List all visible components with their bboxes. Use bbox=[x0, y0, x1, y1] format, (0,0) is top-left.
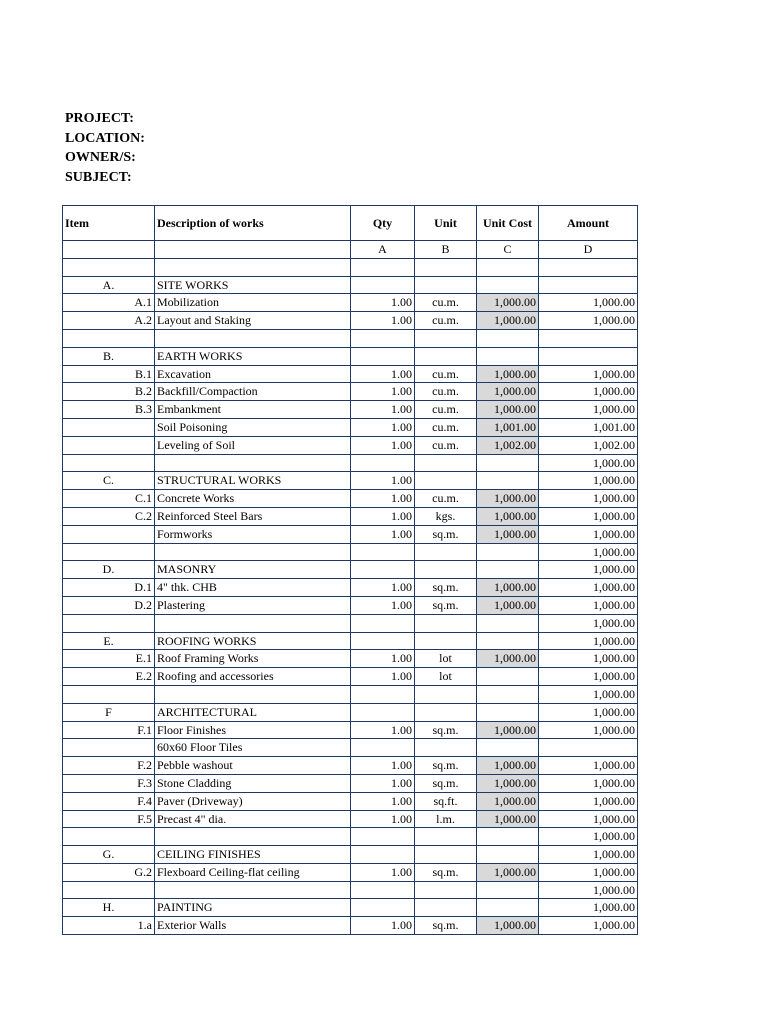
amount-cell: 1,000.00 bbox=[539, 828, 638, 846]
unit-cell bbox=[415, 454, 477, 472]
unit-cost-cell bbox=[477, 739, 539, 757]
item-cell: A.1 bbox=[63, 294, 155, 312]
unit-cell: kgs. bbox=[415, 507, 477, 525]
description-cell: PAINTING bbox=[155, 899, 351, 917]
unit-cost-cell: 1,000.00 bbox=[477, 401, 539, 419]
amount-cell: 1,000.00 bbox=[539, 810, 638, 828]
table-row bbox=[63, 757, 638, 775]
amount-cell: 1,000.00 bbox=[539, 757, 638, 775]
description-cell: Formworks bbox=[155, 525, 351, 543]
item-cell: C.2 bbox=[63, 507, 155, 525]
qty-cell: 1.00 bbox=[351, 418, 415, 436]
col-header-unit-cost: Unit Cost bbox=[477, 206, 539, 241]
description-cell: 4" thk. CHB bbox=[155, 579, 351, 597]
unit-cost-cell: 1,002.00 bbox=[477, 436, 539, 454]
description-cell: Exterior Walls bbox=[155, 917, 351, 935]
qty-cell bbox=[351, 846, 415, 864]
unit-cell: cu.m. bbox=[415, 401, 477, 419]
unit-cost-cell: 1,000.00 bbox=[477, 792, 539, 810]
item-cell bbox=[63, 329, 155, 347]
unit-cell bbox=[415, 347, 477, 365]
item-cell bbox=[63, 258, 155, 276]
table-row bbox=[63, 739, 638, 757]
unit-cost-cell bbox=[477, 899, 539, 917]
unit-cost-cell: 1,000.00 bbox=[477, 490, 539, 508]
unit-cost-cell: 1,000.00 bbox=[477, 365, 539, 383]
qty-cell bbox=[351, 632, 415, 650]
unit-cost-cell bbox=[477, 561, 539, 579]
unit-cost-cell: 1,000.00 bbox=[477, 383, 539, 401]
amount-cell: 1,000.00 bbox=[539, 863, 638, 881]
amount-cell: 1,000.00 bbox=[539, 312, 638, 330]
qty-cell: 1.00 bbox=[351, 596, 415, 614]
item-cell: C. bbox=[63, 472, 155, 490]
qty-cell bbox=[351, 543, 415, 561]
item-cell: A.2 bbox=[63, 312, 155, 330]
amount-cell: 1,000.00 bbox=[539, 383, 638, 401]
qty-cell bbox=[351, 347, 415, 365]
unit-cost-cell bbox=[477, 881, 539, 899]
item-cell bbox=[63, 418, 155, 436]
unit-cost-cell bbox=[477, 543, 539, 561]
amount-cell: 1,000.00 bbox=[539, 846, 638, 864]
unit-cost-cell bbox=[477, 258, 539, 276]
description-cell bbox=[155, 828, 351, 846]
unit-cost-cell bbox=[477, 703, 539, 721]
item-cell bbox=[63, 525, 155, 543]
description-cell bbox=[155, 685, 351, 703]
description-cell: Mobilization bbox=[155, 294, 351, 312]
qty-cell: 1.00 bbox=[351, 757, 415, 775]
unit-cell: sq.m. bbox=[415, 579, 477, 597]
description-cell: Concrete Works bbox=[155, 490, 351, 508]
amount-cell: 1,000.00 bbox=[539, 917, 638, 935]
description-cell: MASONRY bbox=[155, 561, 351, 579]
qty-cell: 1.00 bbox=[351, 294, 415, 312]
qty-cell: 1.00 bbox=[351, 579, 415, 597]
qty-cell bbox=[351, 561, 415, 579]
description-cell: Pebble washout bbox=[155, 757, 351, 775]
unit-cell: sq.m. bbox=[415, 757, 477, 775]
ref-description bbox=[155, 241, 351, 259]
table-row bbox=[63, 294, 638, 312]
description-cell bbox=[155, 543, 351, 561]
amount-cell: 1,000.00 bbox=[539, 792, 638, 810]
amount-cell: 1,000.00 bbox=[539, 721, 638, 739]
table-row bbox=[63, 436, 638, 454]
qty-cell: 1.00 bbox=[351, 650, 415, 668]
amount-cell: 1,000.00 bbox=[539, 543, 638, 561]
unit-cell bbox=[415, 899, 477, 917]
amount-cell bbox=[539, 347, 638, 365]
unit-cell: lot bbox=[415, 650, 477, 668]
item-cell: D.1 bbox=[63, 579, 155, 597]
owner-label: OWNER/S: bbox=[65, 150, 136, 165]
unit-cell: cu.m. bbox=[415, 436, 477, 454]
description-cell: Roofing and accessories bbox=[155, 668, 351, 686]
description-cell: 60x60 Floor Tiles bbox=[155, 739, 351, 757]
description-cell: Excavation bbox=[155, 365, 351, 383]
unit-cell: cu.m. bbox=[415, 418, 477, 436]
section-row bbox=[63, 347, 638, 365]
unit-cost-cell: 1,000.00 bbox=[477, 810, 539, 828]
description-cell bbox=[155, 614, 351, 632]
unit-cell bbox=[415, 685, 477, 703]
table-row bbox=[63, 543, 638, 561]
amount-cell: 1,000.00 bbox=[539, 596, 638, 614]
item-cell: B. bbox=[63, 347, 155, 365]
table-row bbox=[63, 650, 638, 668]
amount-cell: 1,000.00 bbox=[539, 294, 638, 312]
unit-cost-cell: 1,000.00 bbox=[477, 579, 539, 597]
item-cell bbox=[63, 739, 155, 757]
unit-cell: sq.ft. bbox=[415, 792, 477, 810]
unit-cost-cell bbox=[477, 632, 539, 650]
item-cell: F.2 bbox=[63, 757, 155, 775]
description-cell: Leveling of Soil bbox=[155, 436, 351, 454]
qty-cell bbox=[351, 454, 415, 472]
item-cell bbox=[63, 828, 155, 846]
amount-cell bbox=[539, 739, 638, 757]
unit-cell bbox=[415, 329, 477, 347]
unit-cell bbox=[415, 543, 477, 561]
item-cell: E. bbox=[63, 632, 155, 650]
unit-cost-cell bbox=[477, 472, 539, 490]
table-row bbox=[63, 774, 638, 792]
unit-cell bbox=[415, 472, 477, 490]
subject-label: SUBJECT: bbox=[65, 169, 132, 185]
unit-cost-cell bbox=[477, 668, 539, 686]
ref-d: D bbox=[539, 241, 638, 259]
qty-cell: 1.00 bbox=[351, 810, 415, 828]
amount-cell: 1,000.00 bbox=[539, 365, 638, 383]
item-cell: F.5 bbox=[63, 810, 155, 828]
item-cell: E.2 bbox=[63, 668, 155, 686]
col-header-amount: Amount bbox=[539, 206, 638, 241]
amount-cell: 1,000.00 bbox=[539, 525, 638, 543]
amount-cell: 1,000.00 bbox=[539, 579, 638, 597]
unit-cell: lot bbox=[415, 668, 477, 686]
qty-cell bbox=[351, 703, 415, 721]
item-cell bbox=[63, 685, 155, 703]
qty-cell bbox=[351, 329, 415, 347]
section-row bbox=[63, 472, 638, 490]
qty-cell: 1.00 bbox=[351, 312, 415, 330]
bill-of-quantities-table bbox=[62, 205, 638, 935]
amount-cell: 1,000.00 bbox=[539, 668, 638, 686]
unit-cost-cell: 1,000.00 bbox=[477, 507, 539, 525]
item-cell: D.2 bbox=[63, 596, 155, 614]
unit-cost-cell bbox=[477, 347, 539, 365]
table-row bbox=[63, 329, 638, 347]
item-cell: F bbox=[63, 703, 155, 721]
unit-cost-cell bbox=[477, 276, 539, 294]
amount-cell: 1,000.00 bbox=[539, 472, 638, 490]
unit-cost-cell bbox=[477, 454, 539, 472]
table-row bbox=[63, 810, 638, 828]
unit-cell bbox=[415, 276, 477, 294]
table-row bbox=[63, 881, 638, 899]
description-cell bbox=[155, 454, 351, 472]
unit-cell bbox=[415, 258, 477, 276]
table-row bbox=[63, 258, 638, 276]
description-cell: Precast 4" dia. bbox=[155, 810, 351, 828]
unit-cost-cell bbox=[477, 614, 539, 632]
qty-cell bbox=[351, 881, 415, 899]
unit-cell bbox=[415, 828, 477, 846]
table-row bbox=[63, 490, 638, 508]
unit-cost-cell: 1,001.00 bbox=[477, 418, 539, 436]
amount-cell: 1,000.00 bbox=[539, 650, 638, 668]
unit-cell: l.m. bbox=[415, 810, 477, 828]
description-cell: Floor Finishes bbox=[155, 721, 351, 739]
amount-cell: 1,000.00 bbox=[539, 899, 638, 917]
unit-cell: cu.m. bbox=[415, 312, 477, 330]
item-cell: A. bbox=[63, 276, 155, 294]
col-header-qty: Qty bbox=[351, 206, 415, 241]
item-cell: E.1 bbox=[63, 650, 155, 668]
ref-a: A bbox=[351, 241, 415, 259]
unit-cost-cell: 1,000.00 bbox=[477, 774, 539, 792]
qty-cell bbox=[351, 614, 415, 632]
qty-cell bbox=[351, 258, 415, 276]
table-row bbox=[63, 828, 638, 846]
qty-cell: 1.00 bbox=[351, 401, 415, 419]
item-cell: B.2 bbox=[63, 383, 155, 401]
section-row bbox=[63, 632, 638, 650]
item-cell: G. bbox=[63, 846, 155, 864]
amount-cell: 1,000.00 bbox=[539, 774, 638, 792]
column-reference-row bbox=[63, 241, 638, 259]
table-row bbox=[63, 917, 638, 935]
table-row bbox=[63, 365, 638, 383]
amount-cell: 1,000.00 bbox=[539, 685, 638, 703]
unit-cell: cu.m. bbox=[415, 490, 477, 508]
unit-cell bbox=[415, 846, 477, 864]
item-cell: 1.a bbox=[63, 917, 155, 935]
unit-cell: cu.m. bbox=[415, 383, 477, 401]
table-row bbox=[63, 668, 638, 686]
description-cell: ROOFING WORKS bbox=[155, 632, 351, 650]
unit-cell: sq.m. bbox=[415, 774, 477, 792]
amount-cell bbox=[539, 329, 638, 347]
description-cell: STRUCTURAL WORKS bbox=[155, 472, 351, 490]
item-cell: F.1 bbox=[63, 721, 155, 739]
description-cell bbox=[155, 329, 351, 347]
description-cell: Roof Framing Works bbox=[155, 650, 351, 668]
table-row bbox=[63, 685, 638, 703]
unit-cost-cell: 1,000.00 bbox=[477, 650, 539, 668]
section-row bbox=[63, 846, 638, 864]
qty-cell: 1.00 bbox=[351, 472, 415, 490]
table-row bbox=[63, 525, 638, 543]
description-cell: Plastering bbox=[155, 596, 351, 614]
unit-cost-cell: 1,000.00 bbox=[477, 721, 539, 739]
item-cell: B.3 bbox=[63, 401, 155, 419]
item-cell bbox=[63, 454, 155, 472]
unit-cell: sq.m. bbox=[415, 863, 477, 881]
amount-cell: 1,000.00 bbox=[539, 401, 638, 419]
amount-cell: 1,000.00 bbox=[539, 561, 638, 579]
col-header-description: Description of works bbox=[155, 206, 351, 241]
amount-cell bbox=[539, 258, 638, 276]
description-cell: ARCHITECTURAL bbox=[155, 703, 351, 721]
item-cell: F.3 bbox=[63, 774, 155, 792]
amount-cell: 1,001.00 bbox=[539, 418, 638, 436]
qty-cell bbox=[351, 739, 415, 757]
unit-cost-cell: 1,000.00 bbox=[477, 863, 539, 881]
section-row bbox=[63, 276, 638, 294]
ref-item bbox=[63, 241, 155, 259]
amount-cell: 1,000.00 bbox=[539, 507, 638, 525]
unit-cost-cell bbox=[477, 685, 539, 703]
amount-cell: 1,000.00 bbox=[539, 632, 638, 650]
qty-cell: 1.00 bbox=[351, 917, 415, 935]
amount-cell bbox=[539, 276, 638, 294]
qty-cell: 1.00 bbox=[351, 668, 415, 686]
ref-b: B bbox=[415, 241, 477, 259]
unit-cost-cell: 1,000.00 bbox=[477, 596, 539, 614]
item-cell bbox=[63, 881, 155, 899]
item-cell bbox=[63, 614, 155, 632]
qty-cell: 1.00 bbox=[351, 792, 415, 810]
unit-cell bbox=[415, 632, 477, 650]
amount-cell: 1,000.00 bbox=[539, 881, 638, 899]
unit-cell: cu.m. bbox=[415, 294, 477, 312]
table-row bbox=[63, 792, 638, 810]
item-cell bbox=[63, 543, 155, 561]
table-row bbox=[63, 401, 638, 419]
item-cell bbox=[63, 436, 155, 454]
description-cell: Soil Poisoning bbox=[155, 418, 351, 436]
table-row bbox=[63, 383, 638, 401]
description-cell: Reinforced Steel Bars bbox=[155, 507, 351, 525]
description-cell: Backfill/Compaction bbox=[155, 383, 351, 401]
table-row bbox=[63, 507, 638, 525]
amount-cell: 1,000.00 bbox=[539, 703, 638, 721]
description-cell: CEILING FINISHES bbox=[155, 846, 351, 864]
description-cell bbox=[155, 258, 351, 276]
ref-c: C bbox=[477, 241, 539, 259]
qty-cell bbox=[351, 685, 415, 703]
amount-cell: 1,000.00 bbox=[539, 454, 638, 472]
project-label: PROJECT: bbox=[65, 111, 134, 126]
amount-cell: 1,000.00 bbox=[539, 490, 638, 508]
unit-cell: sq.m. bbox=[415, 596, 477, 614]
unit-cell: cu.m. bbox=[415, 365, 477, 383]
qty-cell: 1.00 bbox=[351, 436, 415, 454]
unit-cell bbox=[415, 881, 477, 899]
item-cell: G.2 bbox=[63, 863, 155, 881]
qty-cell bbox=[351, 899, 415, 917]
description-cell: Embankment bbox=[155, 401, 351, 419]
item-cell: C.1 bbox=[63, 490, 155, 508]
unit-cell bbox=[415, 739, 477, 757]
qty-cell: 1.00 bbox=[351, 863, 415, 881]
col-header-unit: Unit bbox=[415, 206, 477, 241]
table-header-row bbox=[63, 206, 638, 241]
table-row bbox=[63, 418, 638, 436]
description-cell: Layout and Staking bbox=[155, 312, 351, 330]
unit-cost-cell: 1,000.00 bbox=[477, 294, 539, 312]
item-cell: D. bbox=[63, 561, 155, 579]
unit-cell bbox=[415, 703, 477, 721]
location-label: LOCATION: bbox=[65, 130, 145, 146]
qty-cell: 1.00 bbox=[351, 383, 415, 401]
description-cell: SITE WORKS bbox=[155, 276, 351, 294]
unit-cost-cell: 1,000.00 bbox=[477, 757, 539, 775]
table-row bbox=[63, 721, 638, 739]
table-row bbox=[63, 454, 638, 472]
qty-cell: 1.00 bbox=[351, 365, 415, 383]
unit-cell bbox=[415, 614, 477, 632]
unit-cell: sq.m. bbox=[415, 525, 477, 543]
qty-cell: 1.00 bbox=[351, 721, 415, 739]
section-row bbox=[63, 703, 638, 721]
description-cell: Flexboard Ceiling-flat ceiling bbox=[155, 863, 351, 881]
description-cell: EARTH WORKS bbox=[155, 347, 351, 365]
unit-cost-cell bbox=[477, 846, 539, 864]
unit-cell: sq.m. bbox=[415, 917, 477, 935]
col-header-item: Item bbox=[63, 206, 155, 241]
item-cell: B.1 bbox=[63, 365, 155, 383]
unit-cost-cell bbox=[477, 329, 539, 347]
unit-cost-cell: 1,000.00 bbox=[477, 917, 539, 935]
document-header bbox=[65, 109, 145, 187]
item-cell: F.4 bbox=[63, 792, 155, 810]
table-row bbox=[63, 579, 638, 597]
description-cell bbox=[155, 881, 351, 899]
description-cell: Stone Cladding bbox=[155, 774, 351, 792]
unit-cost-cell bbox=[477, 828, 539, 846]
table-row bbox=[63, 312, 638, 330]
amount-cell: 1,002.00 bbox=[539, 436, 638, 454]
unit-cell: sq.m. bbox=[415, 721, 477, 739]
unit-cell bbox=[415, 561, 477, 579]
item-cell: H. bbox=[63, 899, 155, 917]
description-cell: Paver (Driveway) bbox=[155, 792, 351, 810]
unit-cost-cell: 1,000.00 bbox=[477, 312, 539, 330]
qty-cell: 1.00 bbox=[351, 774, 415, 792]
section-row bbox=[63, 561, 638, 579]
qty-cell: 1.00 bbox=[351, 525, 415, 543]
qty-cell: 1.00 bbox=[351, 507, 415, 525]
qty-cell bbox=[351, 276, 415, 294]
table-row bbox=[63, 614, 638, 632]
unit-cost-cell: 1,000.00 bbox=[477, 525, 539, 543]
qty-cell: 1.00 bbox=[351, 490, 415, 508]
section-row bbox=[63, 899, 638, 917]
table-row bbox=[63, 596, 638, 614]
amount-cell: 1,000.00 bbox=[539, 614, 638, 632]
table-row bbox=[63, 863, 638, 881]
qty-cell bbox=[351, 828, 415, 846]
